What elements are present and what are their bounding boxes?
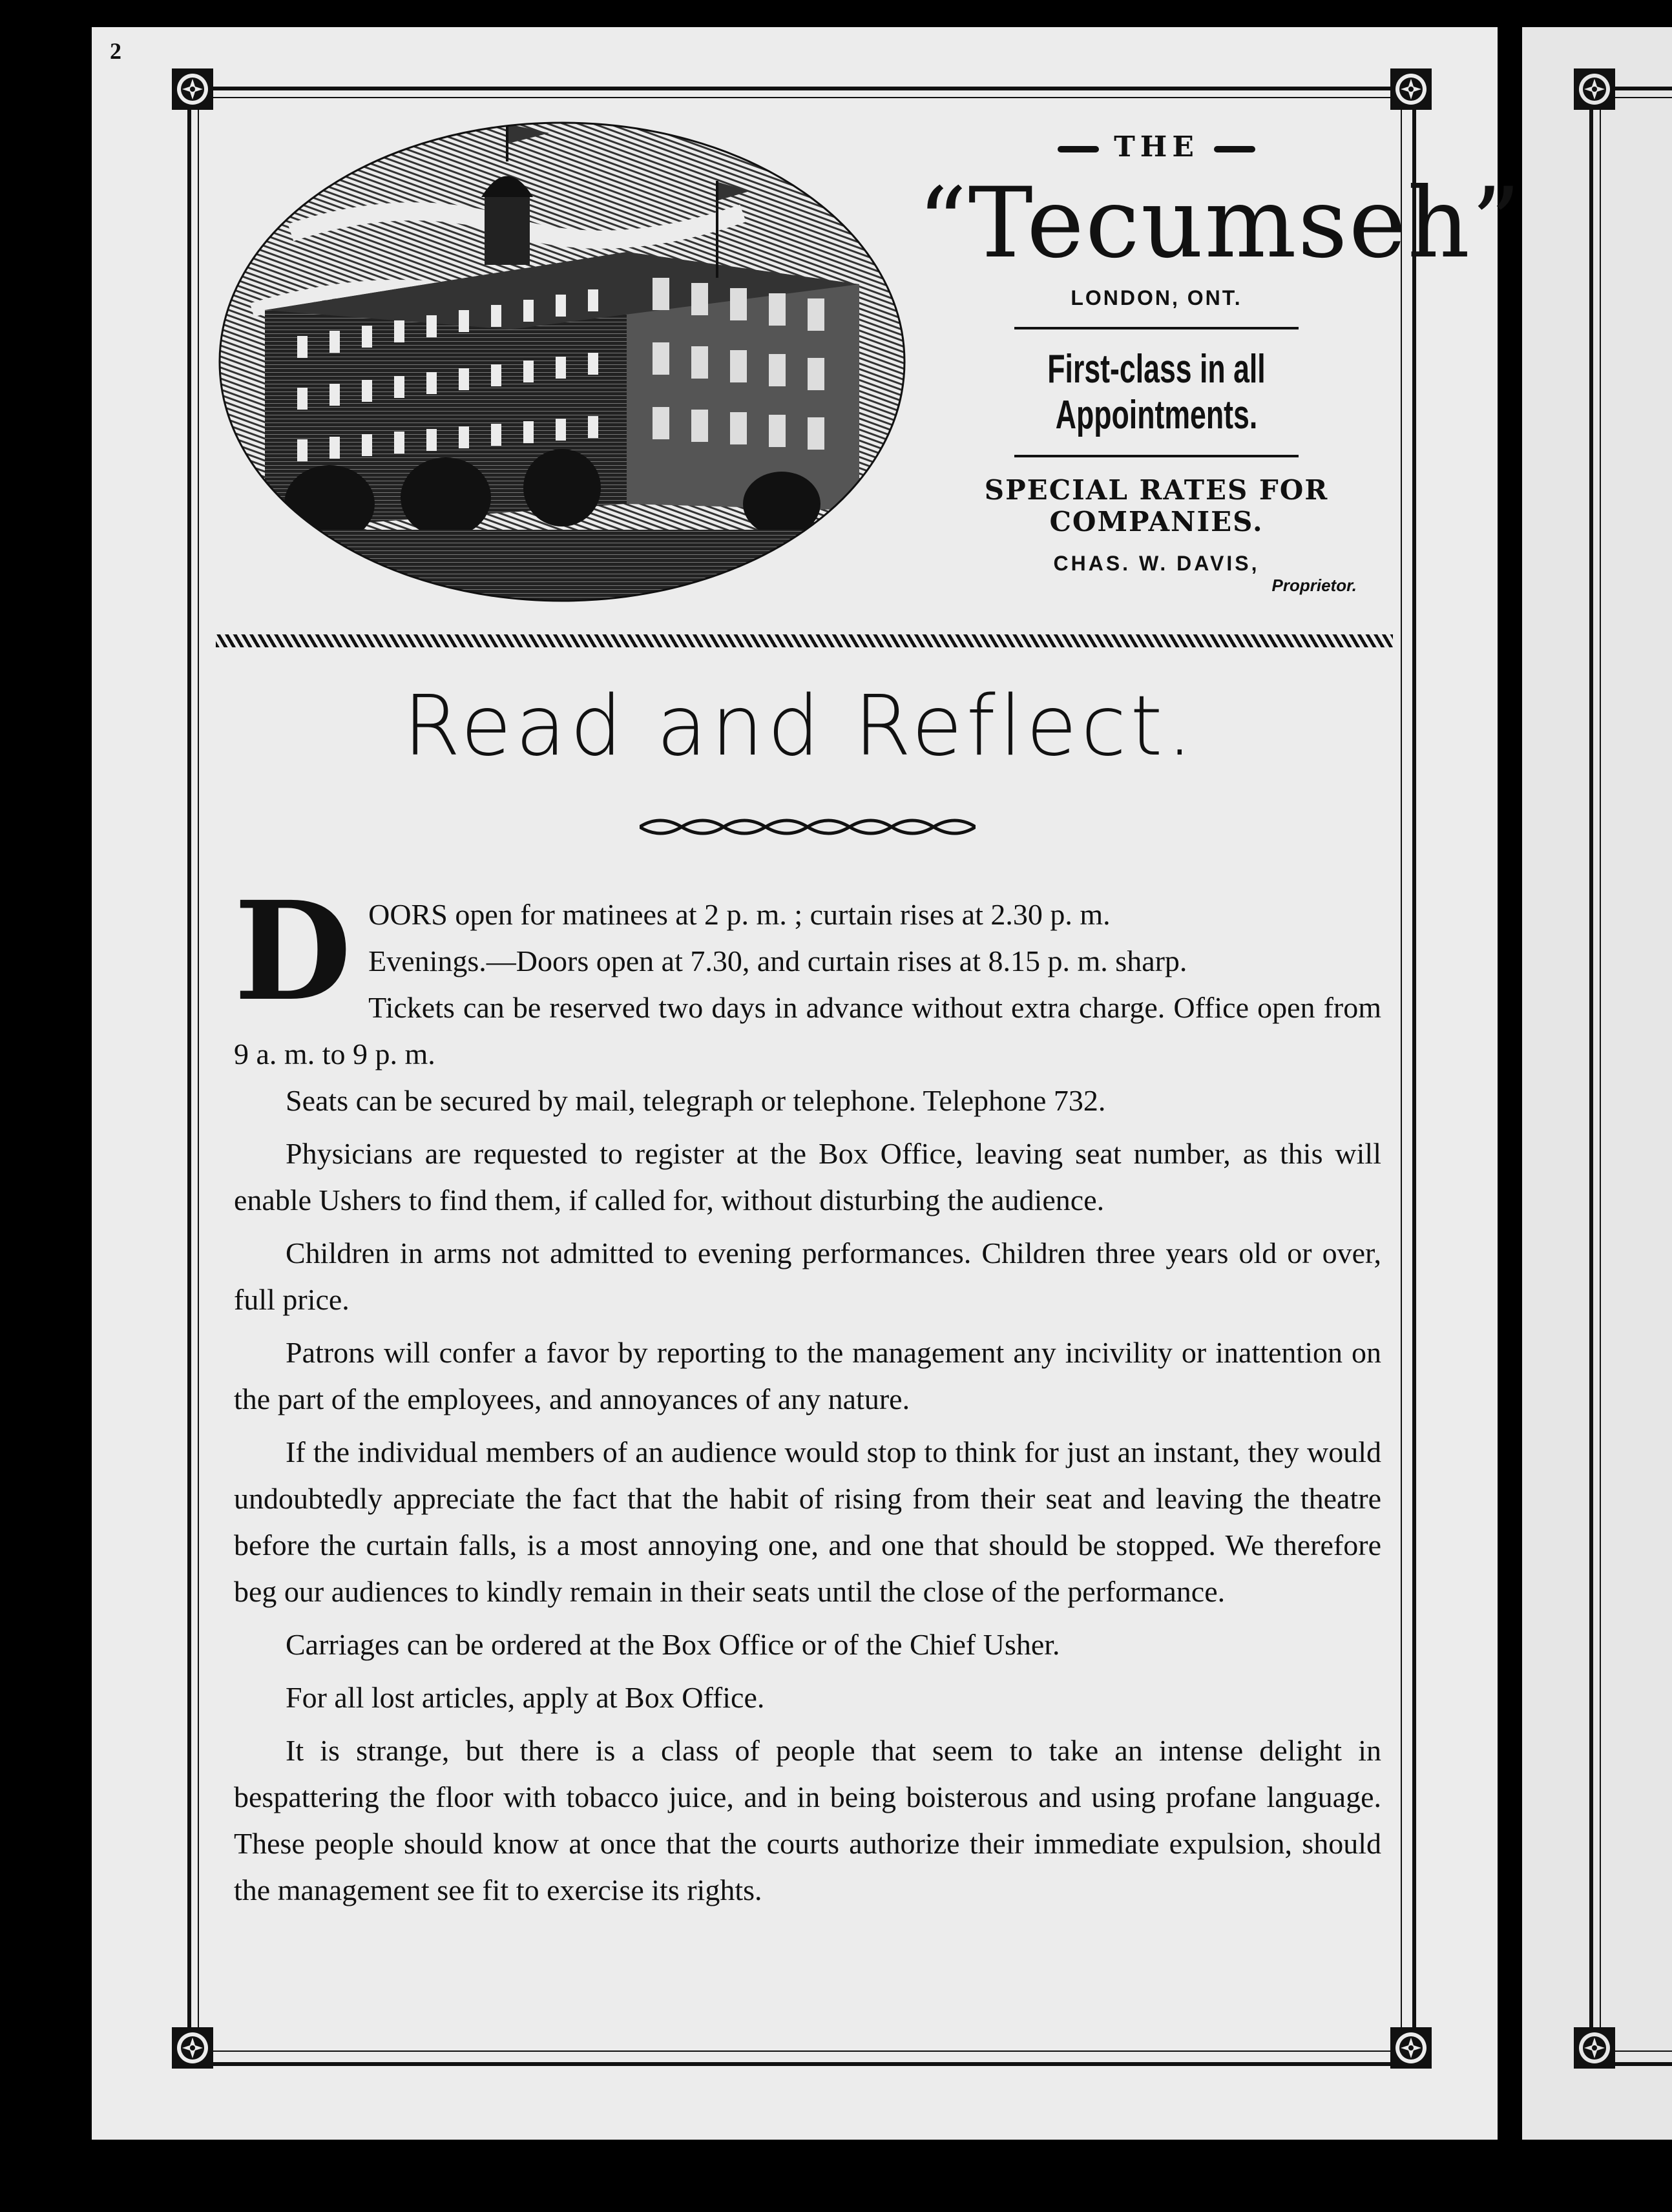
notices-body (234, 871, 1381, 1920)
hotel-building-engraving (213, 116, 911, 607)
notice-seats: Seats can be secured by mail, telegraph or telephone. Telephone 732. (286, 1084, 1106, 1117)
notice-carriages: Carriages can be ordered at the Box Office or of the Chief Usher. (286, 1628, 1060, 1661)
hotel-advertisement (917, 116, 1522, 596)
page-number: 2 (110, 38, 121, 64)
ornament-right-icon (1214, 146, 1255, 152)
right-page-frame-inner (1600, 97, 1672, 2052)
drop-cap: D (234, 871, 352, 1031)
proprietor-name: CHAS. W. DAVIS, (1053, 552, 1260, 575)
special-rates: SPECIAL RATES FOR COMPANIES. (984, 474, 1329, 537)
wave-ornament-icon (640, 813, 976, 841)
the-text: THE (1114, 130, 1199, 163)
the-label (917, 130, 1395, 163)
divider-rule (1014, 455, 1299, 457)
notice-strange: It is strange, but there is a class of people that seem to take an intense delight in bespattering the floor with tobacco juice, and in being boisterous and using profane language. These people should know at once that the courts authorize their immediate expulsion, should the management see fit to exercise its rights. (234, 1734, 1381, 1906)
notice-individual: If the individual members of an audience would stop to think for just an instant, they would undoubtedly appreciate the fact that the habit of rising from their seat and leaving the theatre before the curtain falls, is a most annoying one, and one that should be stopped. We therefore beg our audiences to kindly remain in their seats until the close of the performance. (234, 1435, 1381, 1608)
hatched-divider (216, 634, 1393, 647)
corner-rosette-icon (1389, 2026, 1433, 2070)
corner-rosette-icon (1389, 67, 1433, 111)
notice-children: Children in arms not admitted to evening performances. Children three years old or over, full price. (234, 1236, 1381, 1316)
notice-lost-articles: For all lost articles, apply at Box Office. (286, 1681, 765, 1714)
hotel-name: “Tecumseh” (917, 167, 1522, 280)
proprietor-title: Proprietor. (1271, 576, 1357, 595)
notice-line: Tickets can be reserved two days in advance without extra charge. Office open from 9 a. m. to 9 p. m. (234, 991, 1381, 1070)
notice-patrons: Patrons will confer a favor by reporting to the management any incivility or inattention on the part of the employees, and annoyances of any nature. (234, 1336, 1381, 1415)
notice-physicians: Physicians are requested to register at the Box Office, leaving seat number, as this will enable Ushers to find them, if called for, without disturbing the audience. (234, 1137, 1381, 1216)
corner-rosette-icon (1573, 2026, 1616, 2070)
ornament-left-icon (1058, 146, 1099, 152)
divider-rule (1014, 327, 1299, 329)
corner-rosette-icon (171, 67, 214, 111)
notice-line: OORS open for matinees at 2 p. m. ; curtain rises at 2.30 p. m. (368, 898, 1111, 931)
notice-doors (234, 871, 1381, 1078)
corner-rosette-icon (171, 2026, 214, 2070)
hotel-tagline: First-class in all Appointments. (1047, 347, 1266, 437)
notice-line: Evenings.—Doors open at 7.30, and curtain rises at 8.15 p. m. sharp. (368, 944, 1187, 977)
hotel-city: LONDON, ONT. (1071, 286, 1242, 309)
corner-rosette-icon (1573, 67, 1616, 111)
page-heading: Read and Reflect. (402, 678, 1197, 775)
